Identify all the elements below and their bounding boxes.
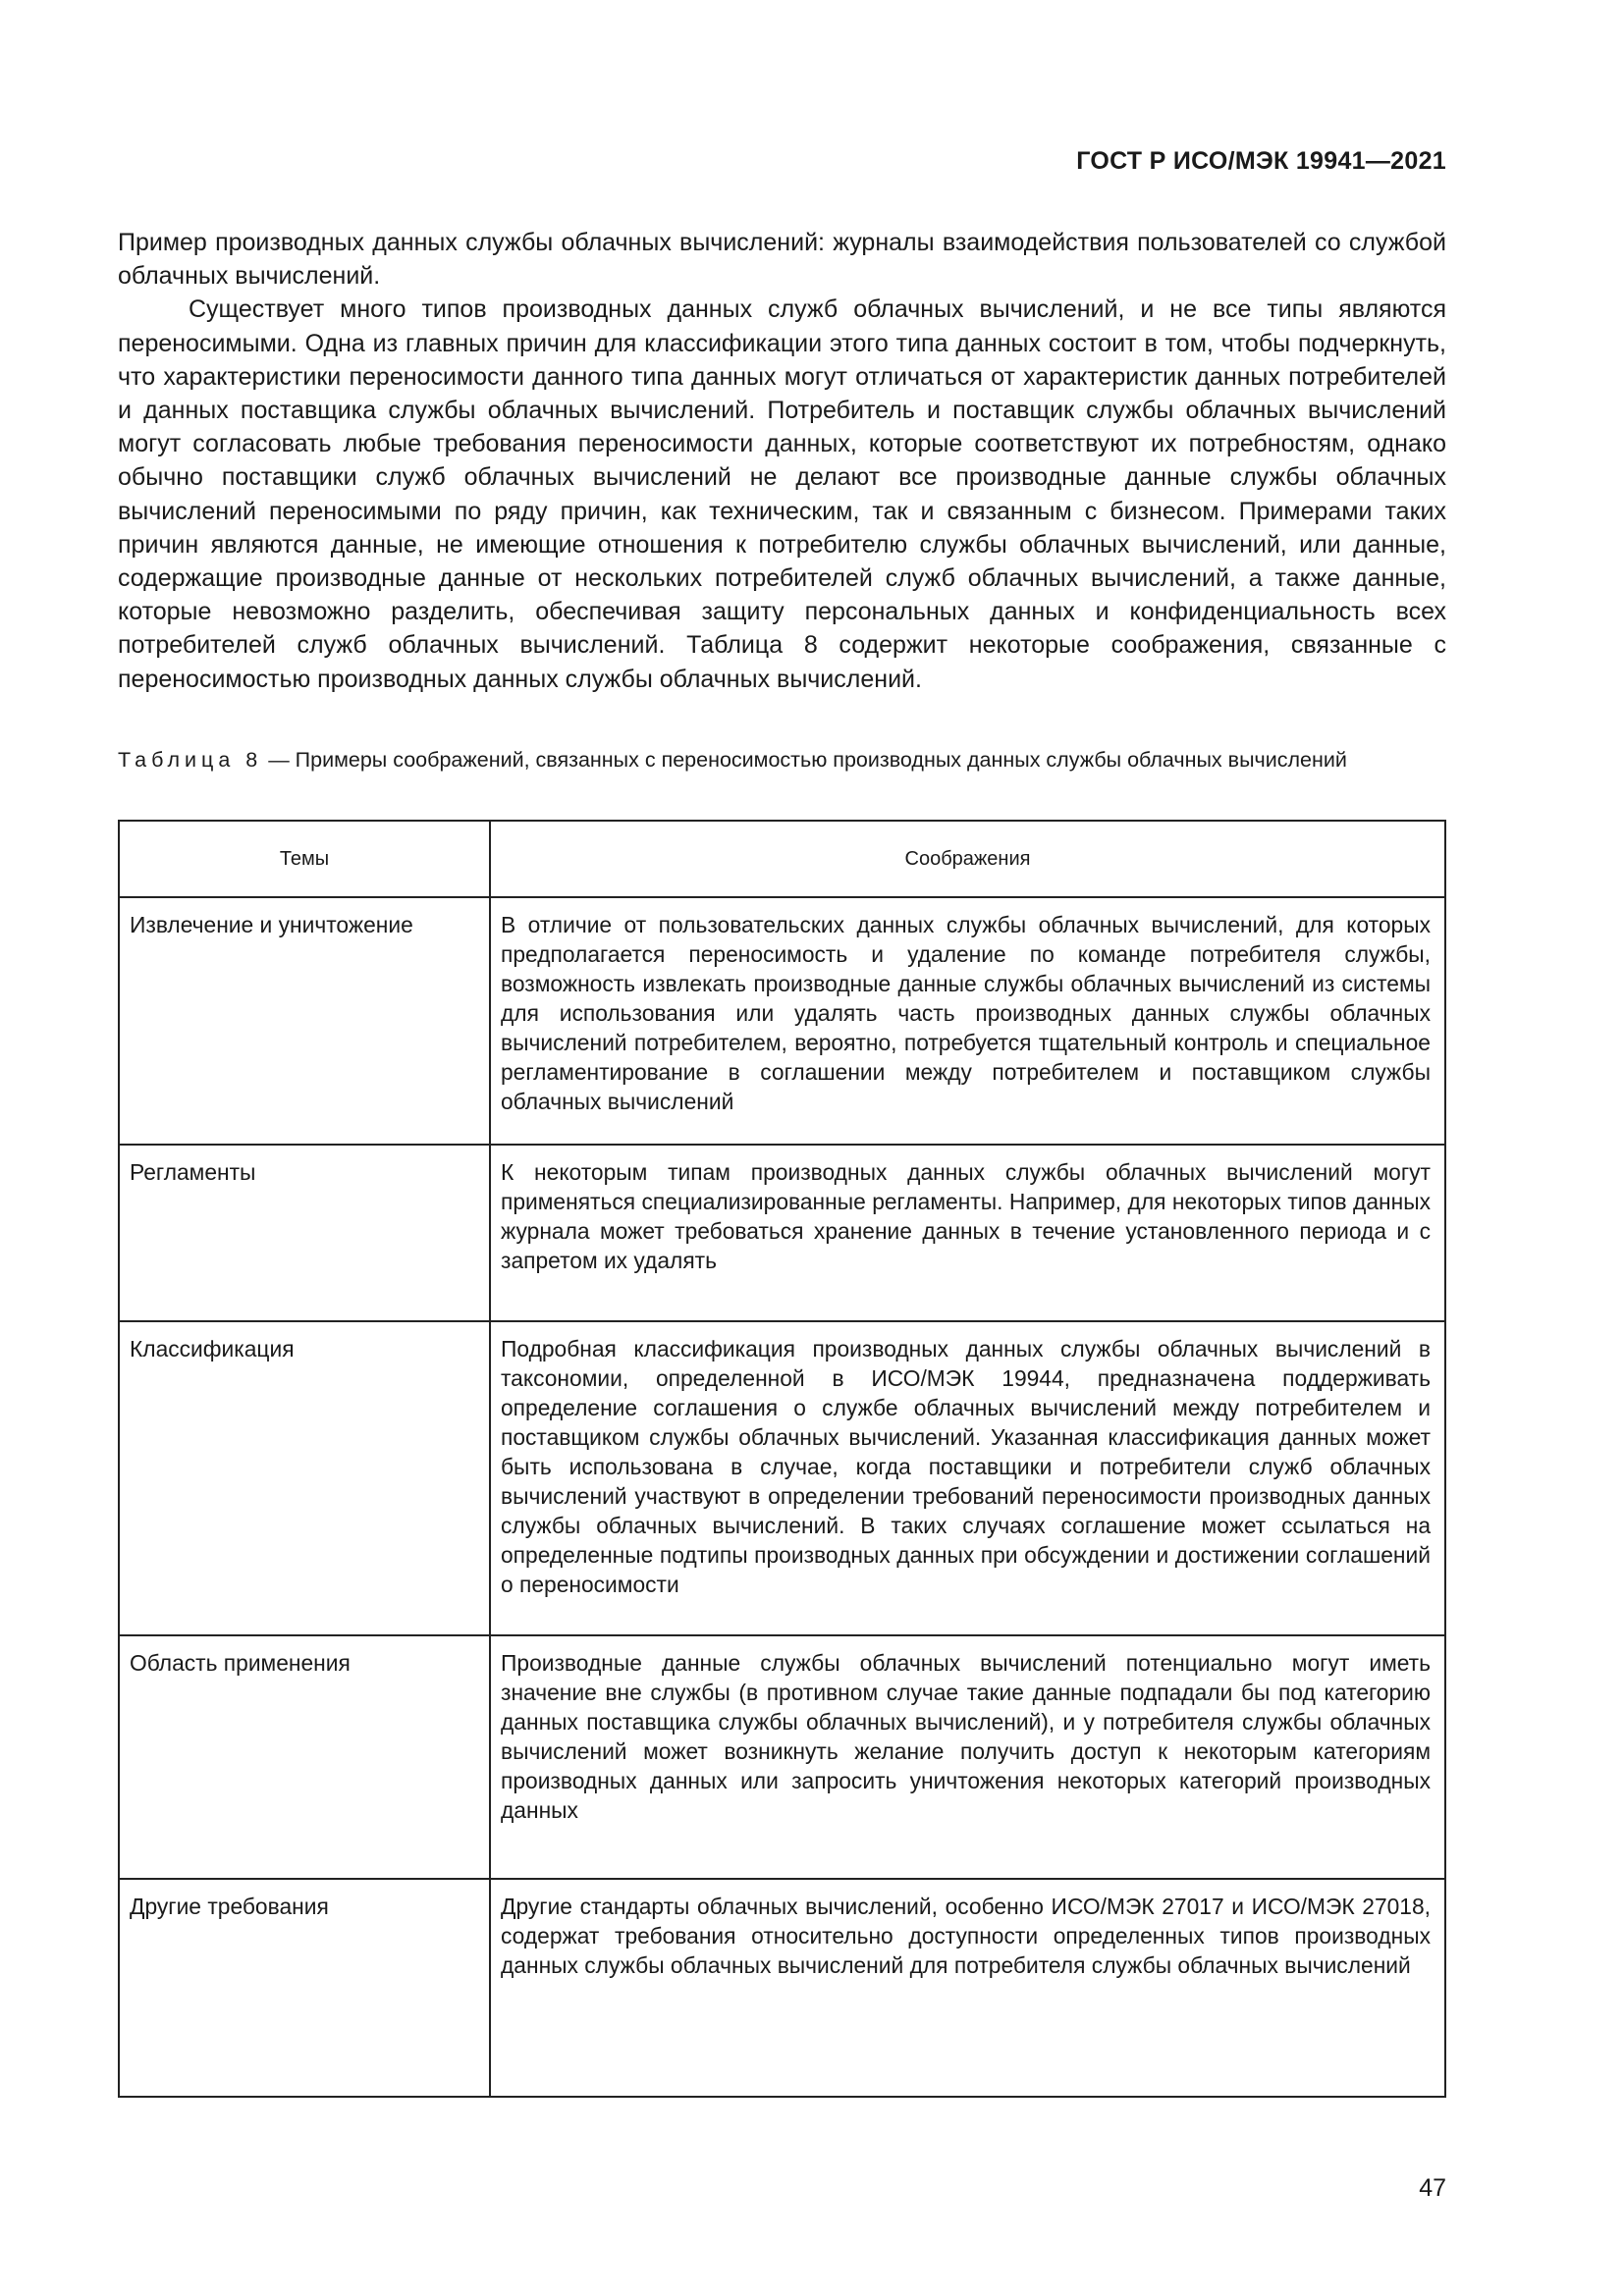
topic-cell: Регламенты [119, 1145, 490, 1321]
consideration-cell: Производные данные службы облачных вычислений потенциально могут иметь значение вне службы (в противном случае такие данные подпадали бы под категорию данных поставщика службы облачных вычислений), и у потребителя службы облачных вычислений может возникнуть желание получить доступ к некоторым категориям производных данных или запросить уничтожения некоторых категорий производных данных [490, 1635, 1445, 1879]
table-row [119, 1321, 1445, 1635]
paragraph-example: Пример производных данных службы облачных вычислений: журналы взаимодействия пользователей со службой облачных вычислений. [118, 229, 1446, 291]
topic-cell: Классификация [119, 1321, 490, 1635]
considerations-table [118, 820, 1446, 2098]
table-row [119, 897, 1445, 1145]
topic-cell: Извлечение и уничтожение [119, 897, 490, 1145]
page-number: 47 [1419, 2174, 1446, 2202]
topic-cell: Другие требования [119, 1879, 490, 2097]
column-header-topics: Темы [119, 821, 490, 897]
consideration-cell: Подробная классификация производных данных службы облачных вычислений в таксономии, определенной в ИСО/МЭК 19944, предназначена поддерживать определение соглашения о службе облачных вычислений между потребителем и поставщиком службы облачных вычислений. Указанная классификация данных может быть использована в случае, когда поставщики и потребители служб облачных вычислений участвуют в определении требований переносимости производных данных службы облачных вычислений. В таких случаях соглашение может ссылаться на определенные подтипы производных данных при обсуждении и достижении соглашений о переносимости [490, 1321, 1445, 1635]
table-header-row [119, 821, 1445, 897]
consideration-cell: Другие стандарты облачных вычислений, особенно ИСО/МЭК 27017 и ИСО/МЭК 27018, содержат требования относительно доступности определенных типов производных данных службы облачных вычислений для потребителя службы облачных вычислений [490, 1879, 1445, 2097]
table-caption-text: — Примеры соображений, связанных с переносимостью производных данных службы облачных вычислений [262, 748, 1347, 772]
table-row [119, 1879, 1445, 2097]
document-header: ГОСТ Р ИСО/МЭК 19941—2021 [1076, 147, 1446, 175]
body-text [118, 226, 1446, 696]
table-row [119, 1635, 1445, 1879]
consideration-cell: К некоторым типам производных данных службы облачных вычислений могут применяться специализированные регламенты. Например, для некоторых типов данных журнала может требоваться хранение данных в течение установленного периода и с запретом их удалять [490, 1145, 1445, 1321]
consideration-cell: В отличие от пользовательских данных службы облачных вычислений, для которых предполагается переносимость и удаление по команде потребителя службы, возможность извлекать производные данные службы облачных вычислений из системы для использования или удалять часть производных данных службы облачных вычислений потребителем, вероятно, потребуется тщательный контроль и специальное регламентирование в соглашении между потребителем и поставщиком службы облачных вычислений [490, 897, 1445, 1145]
table-row [119, 1145, 1445, 1321]
table-caption-label: Таблица 8 [118, 748, 263, 772]
paragraph-main: Существует много типов производных данных служб облачных вычислений, и не все типы являются переносимыми. Одна из главных причин для классификации этого типа данных состоит в том, чтобы подчеркнуть, что характеристики переносимости данного типа данных могут отличаться от характеристик данных потребителей и данных поставщика службы облачных вычислений. Потребитель и поставщик службы облачных вычислений могут согласовать любые требования переносимости данных, которые соответствуют их потребностям, однако обычно поставщики служб облачных вычислений не делают все производные данные службы облачных вычислений переносимыми по ряду причин, как техническим, так и связанным с бизнесом. Примерами таких причин являются данные, не имеющие отношения к потребителю службы облачных вычислений, или данные, содержащие производные данные от нескольких потребителей служб облачных вычислений, а также данные, которые невозможно разделить, обеспечивая защиту персональных данных и конфиденциальность всех потребителей служб облачных вычислений. Таблица 8 содержит некоторые соображения, связанные с переносимостью производных данных службы облачных вычислений. [118, 295, 1446, 693]
topic-cell: Область применения [119, 1635, 490, 1879]
column-header-considerations: Соображения [490, 821, 1445, 897]
table-caption [118, 746, 1446, 774]
